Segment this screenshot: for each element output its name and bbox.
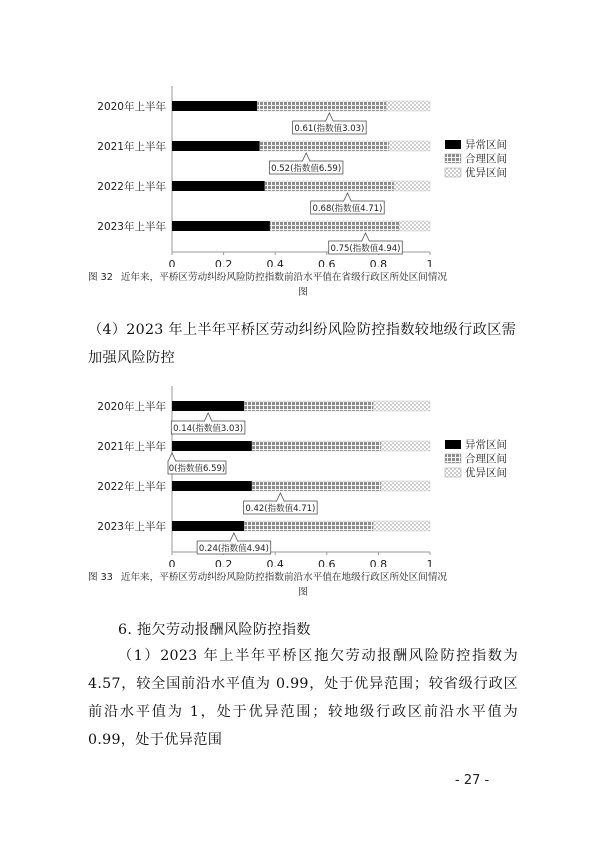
section-heading-4: （4）2023 年上半年平桥区劳动纠纷风险防控指数较地级行政区需加强风险防控 xyxy=(88,322,517,366)
annotation-label: 0.75(指数值4.94) xyxy=(330,244,401,254)
annotation-pointer xyxy=(362,233,370,242)
legend-swatch xyxy=(445,154,461,163)
figure-caption-text: 近年来，平桥区劳动纠纷风险防控指数前沿水平值在省级行政区所处区间情况 xyxy=(120,272,448,283)
bar-segment-reasonable xyxy=(260,141,389,151)
legend-label: 合理区间 xyxy=(465,453,507,465)
annotation-pointer xyxy=(276,493,284,502)
x-tick-label: 0.2 xyxy=(214,258,233,267)
figure-caption-tail: 图 xyxy=(298,587,308,598)
annotation-label: 0.52(指数值6.59) xyxy=(271,164,342,174)
bar-segment-abnormal xyxy=(172,481,252,491)
bar-segment-abnormal xyxy=(172,101,257,111)
bar-segment-reasonable xyxy=(244,521,373,531)
annotation-pointer xyxy=(204,413,212,422)
legend-swatch xyxy=(445,440,461,449)
y-category-label: 2021年上半年 xyxy=(97,441,166,453)
figure-number: 图 32 xyxy=(88,272,113,283)
x-tick-label: 0.8 xyxy=(369,258,388,267)
legend-swatch xyxy=(445,454,461,463)
legend-swatch xyxy=(445,468,461,477)
legend-swatch xyxy=(445,140,461,149)
annotation-pointer xyxy=(343,193,351,202)
bar-segment-reasonable xyxy=(252,441,381,451)
y-category-label: 2023年上半年 xyxy=(97,221,166,233)
y-category-label: 2020年上半年 xyxy=(97,401,166,413)
bar-segment-excellent xyxy=(373,401,430,411)
bar-segment-abnormal xyxy=(172,441,252,451)
bar-segment-reasonable xyxy=(270,221,399,231)
bar-segment-excellent xyxy=(394,181,430,191)
x-tick-label: 1 xyxy=(426,558,434,567)
annotation-label: 0.42(指数值4.71) xyxy=(245,504,316,514)
bar-segment-excellent xyxy=(386,101,430,111)
legend-label: 优异区间 xyxy=(465,167,507,179)
x-tick-label: 0.8 xyxy=(369,558,388,567)
legend-label: 优异区间 xyxy=(465,467,507,479)
bar-segment-excellent xyxy=(381,441,430,451)
bar-segment-excellent xyxy=(381,481,430,491)
x-tick-label: 1 xyxy=(426,258,434,267)
chart-city xyxy=(0,382,600,567)
annotation-pointer xyxy=(325,113,333,122)
bar-segment-reasonable xyxy=(252,481,381,491)
chart-city-svg xyxy=(0,382,600,567)
figure-number: 图 33 xyxy=(88,572,113,583)
annotation-pointer xyxy=(168,453,176,462)
figure-caption-text: 近年来，平桥区劳动纠纷风险防控指数前沿水平值在地级行政区所处区间情况 xyxy=(120,572,448,583)
figure-caption-32 xyxy=(88,270,518,300)
bar-segment-reasonable xyxy=(257,101,386,111)
x-tick-label: 0.4 xyxy=(266,558,284,567)
chart-province-svg xyxy=(0,82,600,267)
annotation-label: 0(指数值6.59) xyxy=(168,464,226,474)
bar-segment-abnormal xyxy=(172,181,265,191)
legend-label: 合理区间 xyxy=(465,153,507,165)
section-heading-6: 6. 拖欠劳动报酬风险防控指数 xyxy=(118,622,311,638)
x-tick-label: 0.4 xyxy=(266,258,284,267)
x-tick-label: 0 xyxy=(168,258,176,267)
x-tick-label: 0.6 xyxy=(318,258,336,267)
y-category-label: 2021年上半年 xyxy=(97,141,166,153)
x-tick-label: 0.2 xyxy=(214,558,233,567)
legend-swatch xyxy=(445,168,461,177)
legend-label: 异常区间 xyxy=(465,139,507,151)
bar-segment-reasonable xyxy=(265,181,394,191)
bar-segment-excellent xyxy=(399,221,430,231)
annotation-pointer xyxy=(302,153,310,162)
y-category-label: 2022年上半年 xyxy=(97,481,166,493)
bar-segment-reasonable xyxy=(244,401,373,411)
x-tick-label: 0.6 xyxy=(318,558,336,567)
body-paragraph: （1）2023 年上半年平桥区拖欠劳动报酬风险防控指数为 4.57，较全国前沿水平值为 0.99，处于优异范围；较省级行政区前沿水平值为 1，处于优异范围；较地级行政区前沿水平值为 0.99，处于优异范围 xyxy=(88,648,518,748)
bar-segment-abnormal xyxy=(172,141,260,151)
annotation-label: 0.68(指数值4.71) xyxy=(312,204,383,214)
chart-province xyxy=(0,82,600,267)
bar-segment-excellent xyxy=(373,521,430,531)
annotation-label: 0.14(指数值3.03) xyxy=(173,424,244,434)
y-category-label: 2023年上半年 xyxy=(97,521,166,533)
bar-segment-excellent xyxy=(389,141,430,151)
y-category-label: 2020年上半年 xyxy=(97,101,166,113)
annotation-pointer xyxy=(230,533,238,542)
legend-label: 异常区间 xyxy=(465,439,507,451)
y-category-label: 2022年上半年 xyxy=(97,181,166,193)
bar-segment-abnormal xyxy=(172,401,244,411)
bar-segment-abnormal xyxy=(172,221,270,231)
annotation-label: 0.24(指数值4.94) xyxy=(198,544,269,554)
figure-caption-tail: 图 xyxy=(298,287,308,298)
bar-segment-abnormal xyxy=(172,521,244,531)
figure-caption-33 xyxy=(88,570,518,600)
x-tick-label: 0 xyxy=(168,558,176,567)
annotation-label: 0.61(指数值3.03) xyxy=(294,124,365,134)
page-number: - 27 - xyxy=(455,773,490,788)
